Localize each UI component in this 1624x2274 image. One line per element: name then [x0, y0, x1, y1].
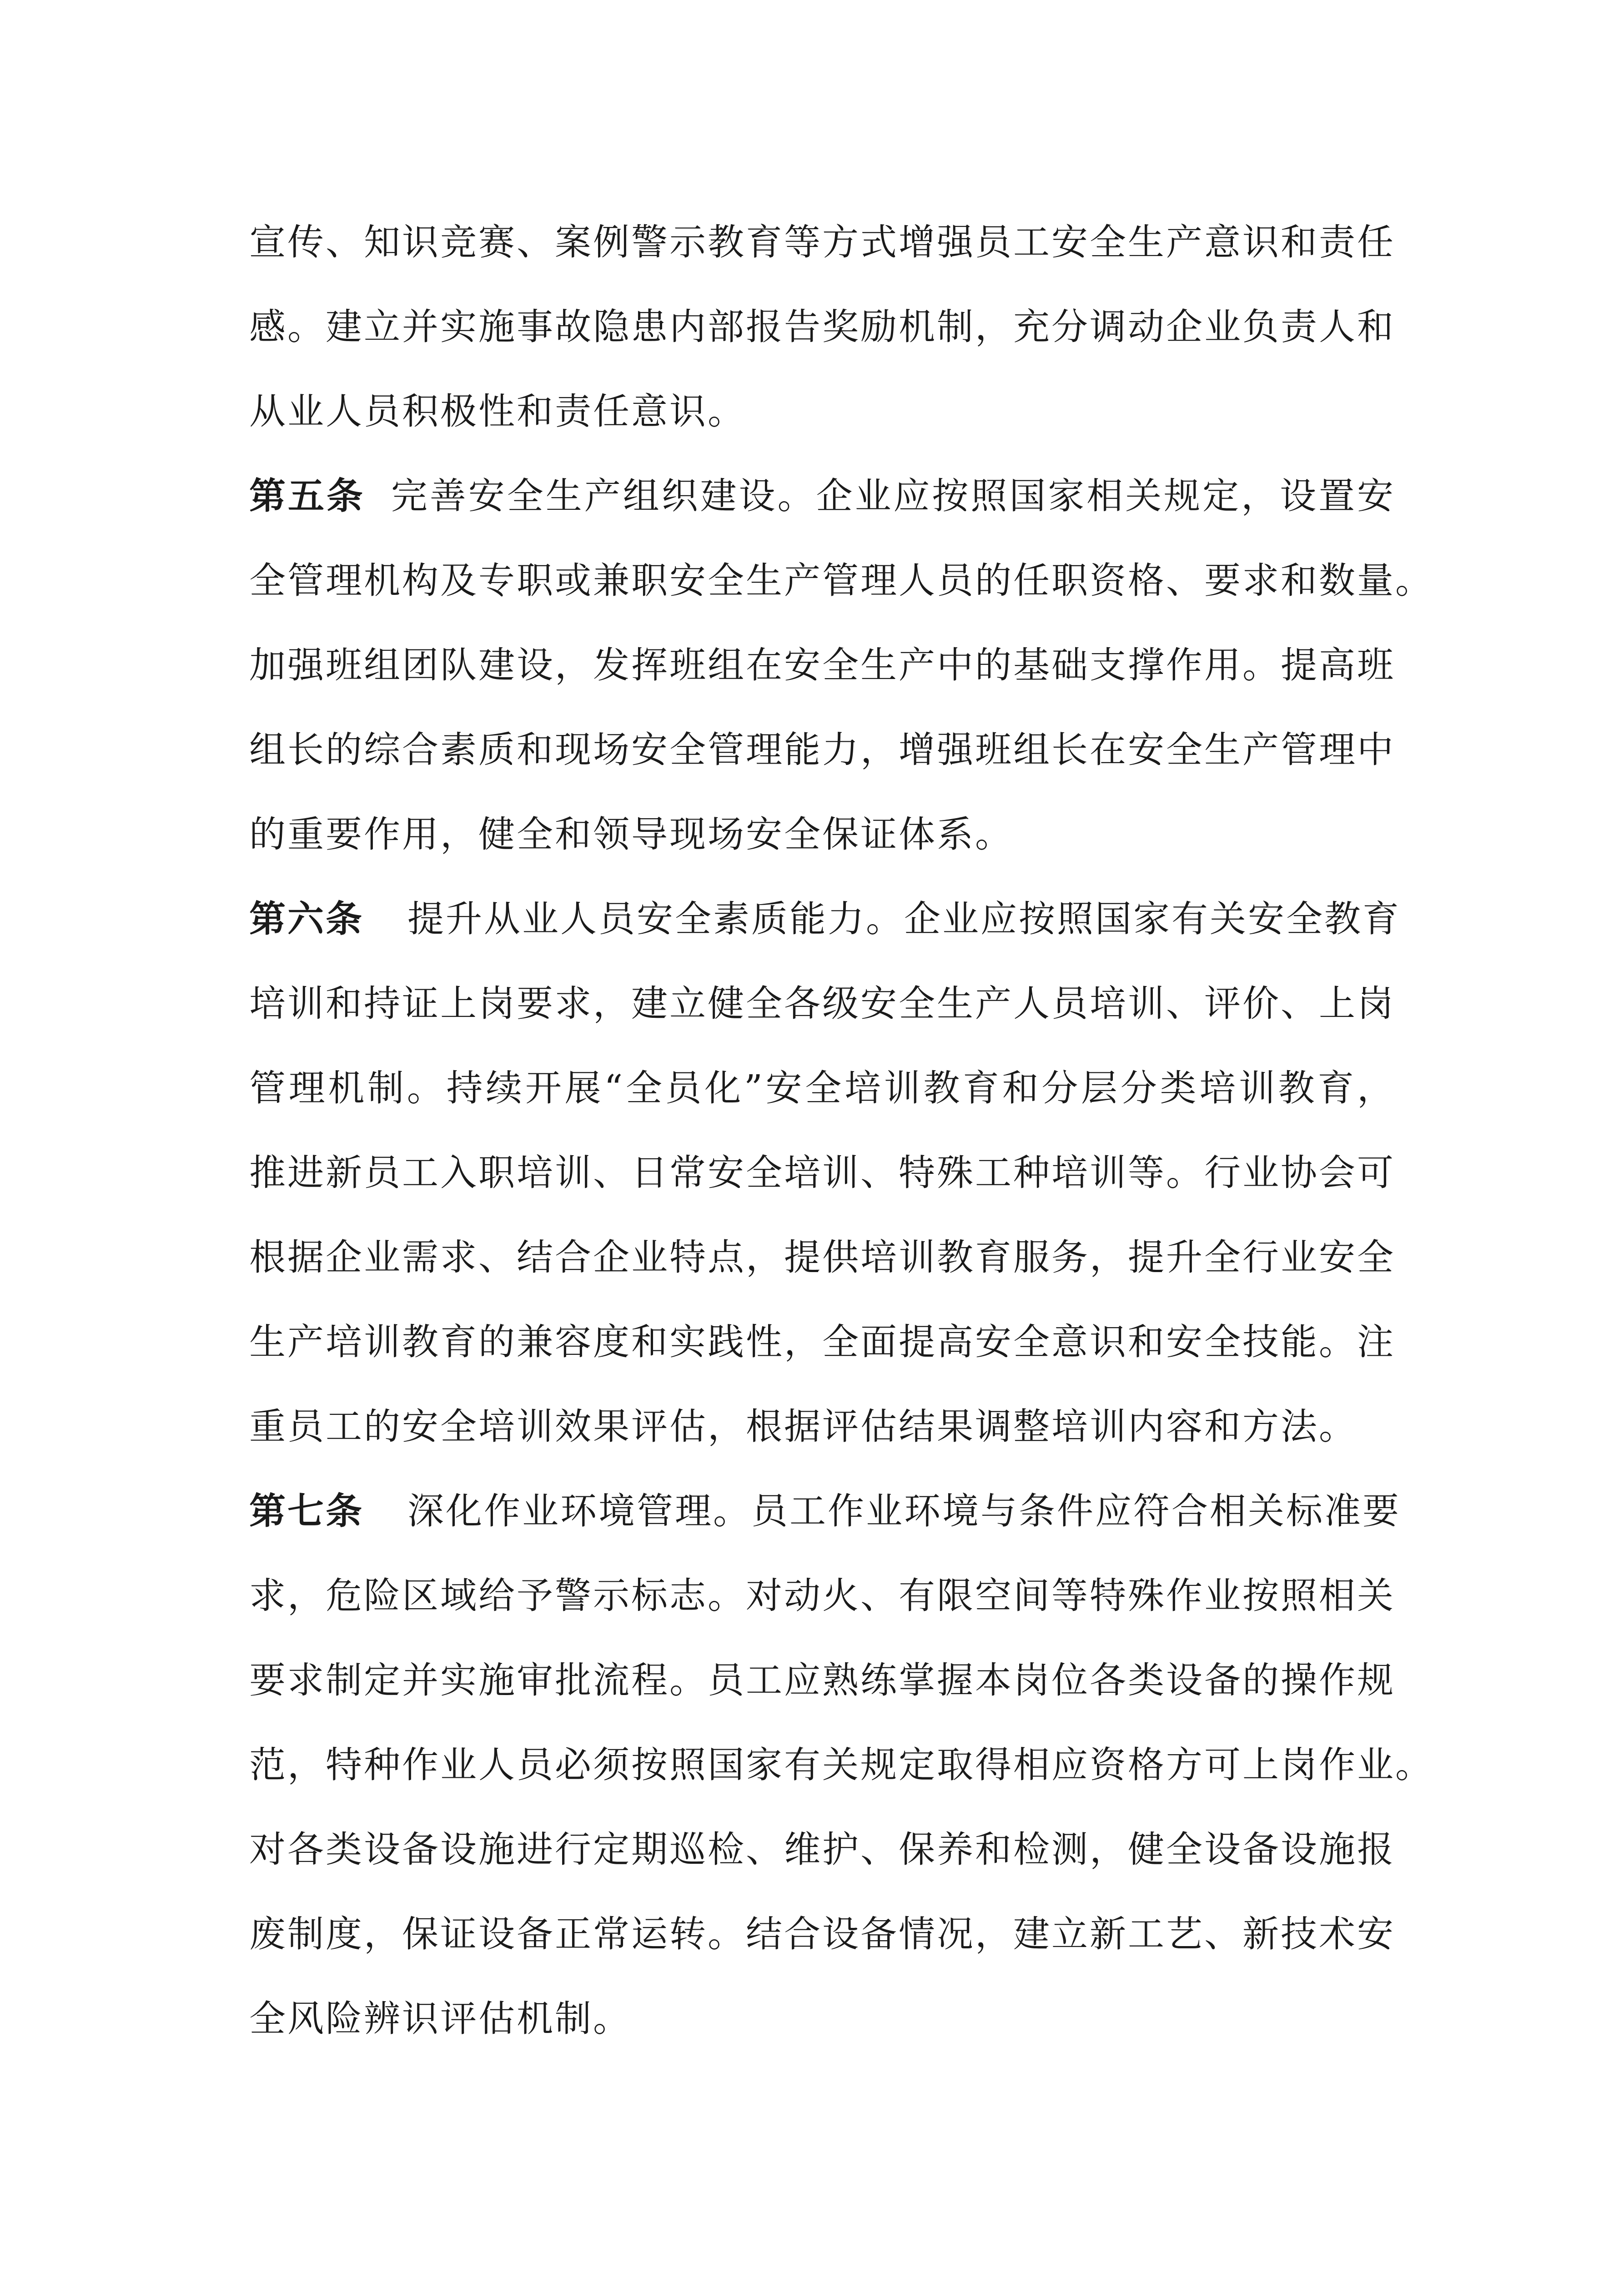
paragraph-line: 范，特种作业人员必须按照国家有关规定取得相应资格方可上岗作业。 [249, 1744, 1433, 1786]
paragraph-line: 加强班组团队建设，发挥班组在安全生产中的基础支撑作用。提高班 [249, 644, 1395, 686]
paragraph-line: 从业人员积极性和责任意识。 [249, 390, 746, 433]
article-7-number: 第七条 [249, 1490, 364, 1532]
document-body [249, 200, 1433, 2061]
paragraph-line: 组长的综合素质和现场安全管理能力，增强班组长在安全生产管理中 [249, 729, 1395, 771]
paragraph-line: 要求制定并实施审批流程。员工应熟练掌握本岗位各类设备的操作规 [249, 1659, 1395, 1701]
paragraph-line: 推进新员工入职培训、日常安全培训、特殊工种培训等。行业协会可 [249, 1152, 1395, 1194]
article-5-first-line [249, 454, 1395, 538]
paragraph-line: 全风险辨识评估机制。 [249, 1997, 631, 2040]
article-6-first-line [249, 877, 1401, 961]
paragraph-line: 全管理机构及专职或兼职安全生产管理人员的任职资格、要求和数量。 [249, 559, 1433, 602]
paragraph-line: 宣传、知识竞赛、案例警示教育等方式增强员工安全生产意识和责任 [249, 221, 1395, 263]
paragraph-line: 求，危险区域给予警示标志。对动火、有限空间等特殊作业按照相关 [249, 1575, 1395, 1617]
paragraph-line: 管理机制。持续开展“全员化”安全培训教育和分层分类培训教育， [249, 1067, 1395, 1109]
paragraph-line: 重员工的安全培训效果评估，根据评估结果调整培训内容和方法。 [249, 1405, 1357, 1448]
paragraph-line: 废制度，保证设备正常运转。结合设备情况，建立新工艺、新技术安 [249, 1913, 1395, 1955]
paragraph-line: 的重要作用，健全和领导现场安全保证体系。 [249, 813, 1013, 855]
article-5-number: 第五条 [249, 475, 365, 517]
article-6-heading-text: 提升从业人员安全素质能力。企业应按照国家有关安全教育 [407, 898, 1401, 940]
paragraph-line: 感。建立并实施事故隐患内部报告奖励机制，充分调动企业负责人和 [249, 306, 1395, 348]
paragraph-line: 培训和持证上岗要求，建立健全各级安全生产人员培训、评价、上岗 [249, 982, 1395, 1025]
paragraph-line: 对各类设备设施进行定期巡检、维护、保养和检测，健全设备设施报 [249, 1828, 1395, 1871]
paragraph-line: 生产培训教育的兼容度和实践性，全面提高安全意识和安全技能。注 [249, 1321, 1395, 1363]
article-7-heading-text: 深化作业环境管理。员工作业环境与条件应符合相关标准要 [407, 1490, 1401, 1532]
paragraph-line: 根据企业需求、结合企业特点，提供培训教育服务，提升全行业安全 [249, 1236, 1395, 1278]
article-7-first-line [249, 1469, 1401, 1554]
article-5-heading-text: 完善安全生产组织建设。企业应按照国家相关规定，设置安 [390, 475, 1396, 517]
article-6-number: 第六条 [249, 898, 364, 940]
